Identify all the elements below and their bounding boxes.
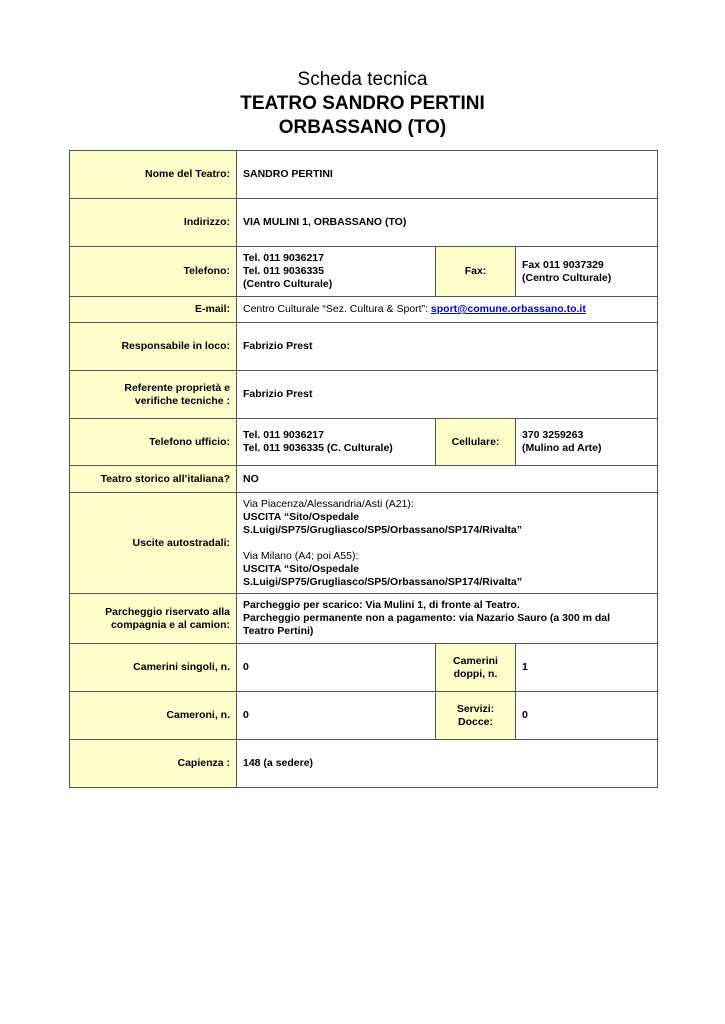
label-cameroni: Cameroni, n. — [70, 692, 237, 740]
value-capienza: 148 (a sedere) — [237, 740, 658, 788]
row-nome — [70, 151, 658, 199]
telefono-line-2: Tel. 011 9036335 — [243, 265, 324, 277]
row-referente — [70, 371, 658, 419]
value-fax — [516, 247, 658, 297]
referente-label-line-2: verifiche tecniche : — [134, 394, 230, 407]
parcheggio-label-line-1: Parcheggio riservato alla — [105, 605, 230, 618]
value-uscite — [237, 493, 658, 594]
row-telefono-ufficio — [70, 419, 658, 466]
label-fax: Fax: — [436, 247, 516, 297]
label-servizi-docce — [436, 692, 516, 740]
label-nome: Nome del Teatro: — [70, 151, 237, 199]
row-cameroni — [70, 692, 658, 740]
value-cellulare — [516, 419, 658, 466]
uscite-intro-2: Via Milano (A4; poi A55): — [243, 549, 359, 562]
uscite-1-line-2: S.Luigi/SP75/Grugliasco/SP5/Orbassano/SP174/Rivalta” — [243, 523, 522, 536]
value-telefono-ufficio — [237, 419, 436, 466]
label-parcheggio — [70, 594, 237, 644]
label-referente — [70, 371, 237, 419]
value-telefono — [237, 247, 436, 297]
uscite-2-line-2: S.Luigi/SP75/Grugliasco/SP5/Orbassano/SP174/Rivalta” — [243, 575, 522, 588]
email-prefix: Centro Culturale “Sez. Cultura & Sport”: — [243, 303, 431, 315]
value-nome: SANDRO PERTINI — [237, 151, 658, 199]
document-title — [0, 68, 725, 140]
value-storico: NO — [237, 466, 658, 493]
ufficio-line-1: Tel. 011 9036217 — [243, 429, 324, 441]
row-telefono — [70, 247, 658, 297]
servizi-line-1: Servizi: — [456, 702, 495, 715]
label-cellulare: Cellulare: — [436, 419, 516, 466]
cellulare-line-1: 370 3259263 — [522, 429, 584, 441]
fax-line-1: Fax 011 9037329 — [522, 258, 604, 271]
value-cameroni: 0 — [237, 692, 436, 740]
row-capienza — [70, 740, 658, 788]
ufficio-line-2: Tel. 011 9036335 (C. Culturale) — [243, 442, 393, 454]
parcheggio-line-1: Parcheggio per scarico: Via Mulini 1, di fronte al Teatro. — [243, 599, 520, 611]
uscite-2-line-1: USCITA “Sito/Ospedale — [243, 562, 360, 575]
uscite-intro-1: Via Piacenza/Alessandria/Asti (A21): — [243, 497, 414, 510]
label-telefono: Telefono: — [70, 247, 237, 297]
row-responsabile — [70, 323, 658, 371]
row-email — [70, 297, 658, 323]
parcheggio-label-line-2: compagnia e al camion: — [110, 618, 230, 631]
referente-label-line-1: Referente proprietà e — [124, 381, 230, 394]
value-referente: Fabrizio Prest — [237, 371, 658, 419]
fax-line-2: (Centro Culturale) — [522, 271, 612, 284]
cellulare-line-2: (Mulino ad Arte) — [522, 442, 602, 454]
label-indirizzo: Indirizzo: — [70, 199, 237, 247]
label-responsabile: Responsabile in loco: — [70, 323, 237, 371]
label-uscite: Uscite autostradali: — [70, 493, 237, 594]
camerini-doppi-line-1: Camerini — [453, 654, 498, 667]
row-parcheggio — [70, 594, 658, 644]
value-indirizzo: VIA MULINI 1, ORBASSANO (TO) — [237, 199, 658, 247]
row-uscite — [70, 493, 658, 594]
telefono-line-3: (Centro Culturale) — [243, 278, 333, 290]
value-email — [237, 297, 658, 323]
value-parcheggio — [237, 594, 658, 644]
label-camerini-singoli: Camerini singoli, n. — [70, 644, 237, 692]
value-camerini-singoli: 0 — [237, 644, 436, 692]
label-camerini-doppi — [436, 644, 516, 692]
telefono-line-1: Tel. 011 9036217 — [243, 252, 324, 264]
row-storico — [70, 466, 658, 493]
technical-sheet-table — [69, 150, 658, 788]
row-camerini — [70, 644, 658, 692]
title-line-3: ORBASSANO (TO) — [278, 117, 447, 138]
label-telefono-ufficio: Telefono ufficio: — [70, 419, 237, 466]
parcheggio-line-2: Parcheggio permanente non a pagamento: via Nazario Sauro (a 300 m dal — [243, 612, 611, 624]
camerini-doppi-line-2: doppi, n. — [453, 667, 498, 680]
row-indirizzo — [70, 199, 658, 247]
value-servizi-docce: 0 — [516, 692, 658, 740]
title-line-1: Scheda tecnica — [297, 69, 428, 90]
title-line-2: TEATRO SANDRO PERTINI — [240, 93, 485, 114]
email-link[interactable]: sport@comune.orbassano.to.it — [430, 303, 586, 315]
parcheggio-line-3: Teatro Pertini) — [243, 625, 314, 637]
label-storico: Teatro storico all’italiana? — [70, 466, 237, 493]
value-responsabile: Fabrizio Prest — [237, 323, 658, 371]
servizi-line-2: Docce: — [457, 715, 493, 728]
label-capienza: Capienza : — [70, 740, 237, 788]
uscite-1-line-1: USCITA “Sito/Ospedale — [243, 510, 360, 523]
value-camerini-doppi: 1 — [516, 644, 658, 692]
label-email: E-mail: — [70, 297, 237, 323]
